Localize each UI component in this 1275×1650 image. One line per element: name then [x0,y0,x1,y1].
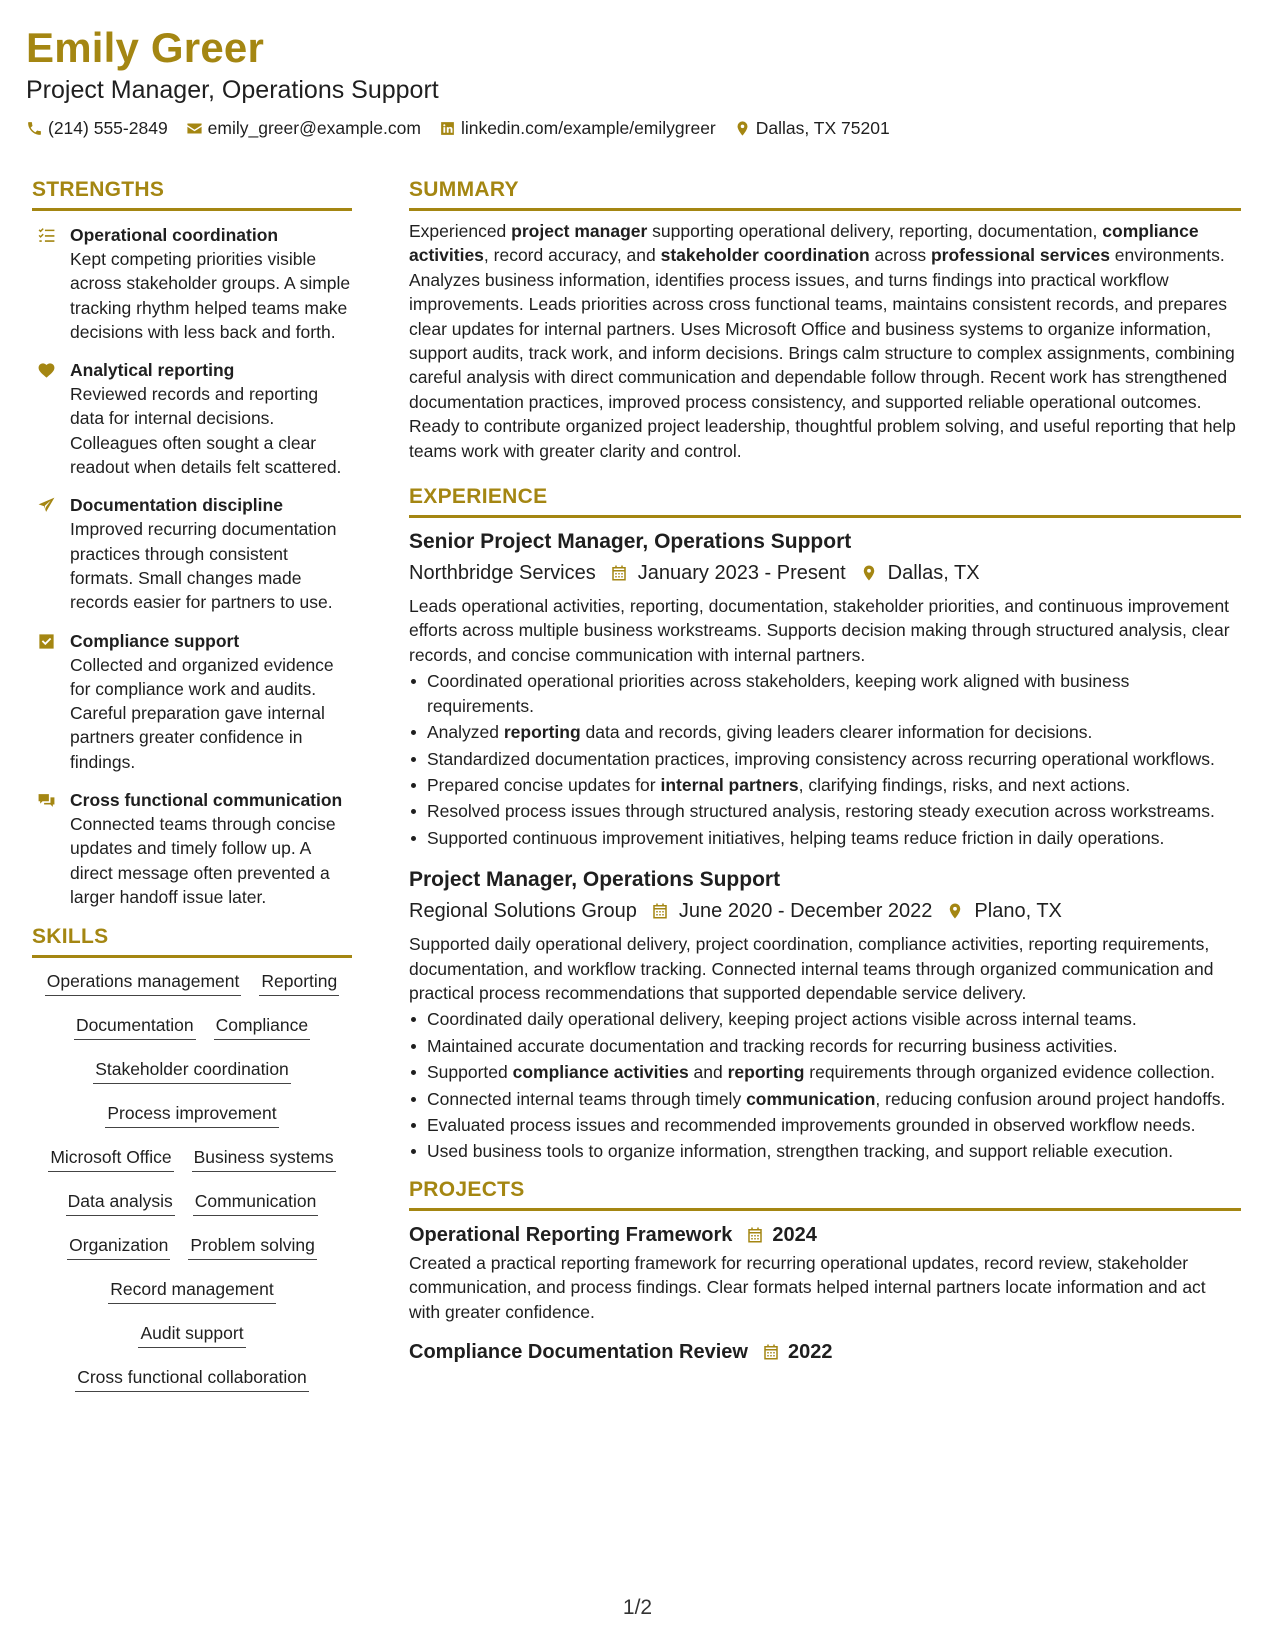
text-run: requirements through organized evidence collection. [804,1062,1215,1083]
job-title: Senior Project Manager, Operations Support [409,530,852,554]
email-text[interactable]: emily_greer@example.com [207,118,421,138]
text-run: Analyzed [427,722,504,743]
strength-desc: Connected teams through concise updates and timely follow up. A direct message often prevented a larger handoff issue later. [70,814,336,907]
text-run: Resolved process issues through structured analysis, restoring steady execution across workstreams. [427,801,1215,822]
contact-email[interactable] [186,116,421,140]
strength-desc: Reviewed records and reporting data for internal decisions. Colleagues often sought a clear readout when details felt scattered. [70,384,342,478]
skill-tag: Compliance [214,1014,310,1040]
emphasis-text: reporting [727,1062,805,1083]
summary-text [409,219,1241,463]
job-description: Leads operational activities, reporting, documentation, stakeholder priorities, and continuous improvement efforts across multiple business workstreams. Supports decision making through structured analysis, clear records, and concise communication with internal partners. [409,596,1230,665]
experience-title: EXPERIENCE [409,483,1241,518]
linkedin-text[interactable]: linkedin.com/example/emilygreer [460,118,716,138]
job-bullets [409,1007,1241,1163]
strengths-list [32,223,352,909]
text-run: environments. Analyzes business information, identifies process issues, and turns findings into practical workflow improvements. Leads priorities across cross functional teams, maintains consistent records, and prepares clear updates for internal partners. Uses Microsoft Office and business systems to organize information, support audits, track work, and inform decisions. Brings calm structure to complex assignments, combining careful analysis with direct communication and dependable follow through. Recent work has strengthened documentation practices, improved process consistency, and supported reliable operational outcomes. Ready to contribute organized project leadership, thoughtful problem solving, and useful reporting that help teams work with greater clarity and control. [409,245,1236,461]
project-description: Created a practical reporting framework for recurring operational updates, record review, stakeholder communication, and process findings. Clear formats helped internal partners locate information and act with greater confidence. [409,1252,1206,1322]
bullet-item [409,1087,1241,1111]
emphasis-text: stakeholder coordination [660,245,870,266]
chat-bubbles-icon [37,791,56,810]
phone-text: (214) 555-2849 [48,118,168,138]
envelope-icon [186,120,203,137]
project-year: 2024 [772,1223,817,1246]
bullet-item [409,1139,1241,1163]
text-run: supporting operational delivery, reporting, documentation, [647,221,1103,241]
bullet-item [409,826,1241,850]
strength-title: Cross functional communication [70,790,343,811]
job-title: Project Manager, Operations Support [409,868,781,892]
bullet-item [409,720,1241,744]
bullet-item [409,1034,1241,1058]
strength-title: Compliance support [70,630,240,651]
checkbox-icon [37,632,56,651]
bullet-item [409,1113,1241,1137]
heart-icon [37,361,56,380]
strength-item [32,629,352,774]
experience-section [409,483,1241,1164]
job-entry [409,528,1241,850]
project-name: Operational Reporting Framework [409,1223,733,1246]
project-entry [409,1221,1241,1324]
project-header [409,1338,1241,1366]
strength-item [32,493,352,614]
skill-tag: Documentation [74,1014,196,1040]
emphasis-text: reporting [503,722,581,743]
bullet-item [409,747,1241,771]
calendar-icon [746,1226,764,1244]
map-pin-icon [860,564,878,582]
skill-tag: Problem solving [188,1234,317,1260]
skill-tag: Operations management [45,970,242,996]
text-run: , reducing confusion around project handoffs. [875,1088,1226,1109]
emphasis-text: internal partners [660,774,799,795]
strength-title: Analytical reporting [70,360,235,381]
job-meta [409,896,1241,926]
text-run: Standardized documentation practices, improving consistency across recurring operational workflows. [427,748,1215,769]
strengths-title: STRENGTHS [32,176,352,211]
resume-header [26,22,1246,140]
candidate-headline: Project Manager, Operations Support [26,76,439,104]
job-location: Plano, TX [974,900,1062,923]
linkedin-icon [439,120,456,137]
strength-title: Documentation discipline [70,495,283,516]
calendar-icon [651,902,669,920]
text-run: Supported [427,1062,513,1083]
strength-item [32,358,352,479]
map-pin-icon [734,120,751,137]
candidate-name: Emily Greer [26,24,264,71]
text-run: Connected internal teams through timely [427,1088,747,1109]
project-year: 2022 [787,1341,833,1363]
strength-desc: Kept competing priorities visible across stakeholder groups. A simple tracking rhythm helped teams make decisions with less back and forth. [70,249,351,342]
bullet-item [409,1007,1241,1031]
contact-linkedin[interactable] [439,116,716,140]
job-company: Northbridge Services [409,562,596,585]
calendar-icon [762,1343,780,1361]
calendar-icon [610,564,628,582]
job-dates: June 2020 - December 2022 [678,900,933,923]
skill-tag: Business systems [192,1146,336,1172]
skill-tag: Organization [67,1234,170,1260]
job-entry [409,866,1241,1164]
job-description: Supported daily operational delivery, project coordination, compliance activities, reporting requirements, documentation, and workflow tracking. Connected internal teams through organized communication and practical process recommendations that supported dependable service delivery. [409,934,1214,1003]
emphasis-text: compliance activities [409,221,1199,266]
strength-desc: Collected and organized evidence for compliance work and audits. Careful preparation gave internal partners greater confidence in findings. [70,654,334,772]
text-run: across [869,245,931,266]
job-location: Dallas, TX [887,562,980,585]
location-text: Dallas, TX 75201 [755,118,890,138]
job-dates: January 2023 - Present [637,562,846,585]
text-run: , clarifying findings, risks, and next actions. [798,774,1131,795]
paper-plane-icon [37,496,56,515]
job-meta [409,558,1241,588]
skills-title: SKILLS [32,923,352,958]
text-run: Evaluated process issues and recommended improvements grounded in observed workflow needs. [427,1114,1196,1135]
text-run: data and records, giving leaders clearer information for decisions. [580,722,1093,743]
phone-icon [26,120,43,137]
strength-title: Operational coordination [70,225,279,245]
text-run: and [688,1062,728,1083]
projects-section [409,1176,1241,1366]
contact-phone [26,116,168,140]
project-name: Compliance Documentation Review [409,1341,748,1363]
skill-tag: Cross functional collaboration [75,1366,309,1392]
skill-tag: Microsoft Office [48,1146,173,1172]
strength-item [32,223,352,344]
left-column [32,176,352,1410]
job-bullets [409,669,1241,850]
text-run: Maintained accurate documentation and tracking records for recurring business activities. [427,1035,1118,1056]
skill-tag: Process improvement [105,1102,278,1128]
right-column [409,176,1241,1366]
project-entry [409,1338,1241,1366]
text-run: Experienced [409,221,512,241]
text-run: Coordinated operational priorities across stakeholders, keeping work aligned with business requirements. [427,671,1130,716]
emphasis-text: project manager [511,221,648,241]
emphasis-text: professional services [930,245,1110,266]
skill-tag: Record management [108,1278,275,1304]
job-company: Regional Solutions Group [409,900,637,923]
text-run: , record accuracy, and [483,245,661,266]
skills-list [32,970,352,1392]
summary-title: SUMMARY [409,176,1241,211]
bullet-item [409,799,1241,823]
projects-title: PROJECTS [409,1176,1241,1211]
map-pin-icon [946,902,964,920]
skill-tag: Communication [193,1190,319,1216]
emphasis-text: compliance activities [512,1062,689,1083]
strength-item [32,788,352,909]
skills-section [32,923,352,1392]
text-run: Coordinated daily operational delivery, keeping project actions visible across internal teams. [427,1009,1137,1030]
skill-tag: Reporting [259,970,339,996]
skill-tag: Data analysis [66,1190,175,1216]
contact-bar [26,116,1246,140]
skill-tag: Audit support [138,1322,245,1348]
bullet-item [409,1060,1241,1084]
text-run: Supported continuous improvement initiatives, helping teams reduce friction in daily operations. [427,827,1165,848]
contact-location [734,116,890,140]
skill-tag: Stakeholder coordination [93,1058,291,1084]
text-run: Used business tools to organize information, strengthen tracking, and support reliable execution. [427,1141,1174,1162]
emphasis-text: communication [746,1088,876,1109]
text-run: Prepared concise updates for [427,774,661,795]
project-header [409,1221,1241,1249]
list-check-icon [37,226,56,245]
page-number: 1/2 [622,1596,653,1619]
bullet-item [409,669,1241,718]
bullet-item [409,773,1241,797]
strength-desc: Improved recurring documentation practices through consistent formats. Small changes made records easier for partners to use. [70,519,337,613]
